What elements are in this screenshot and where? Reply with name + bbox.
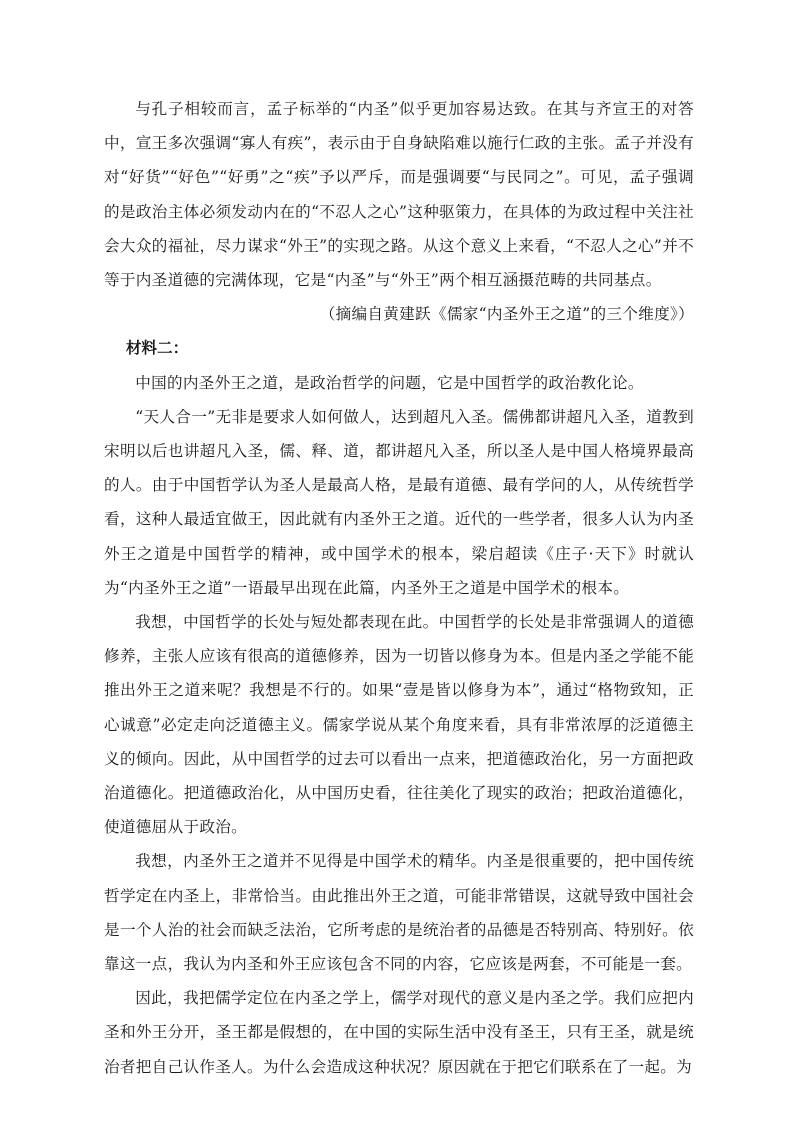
material2-paragraph-1: 中国的内圣外王之道，是政治哲学的问题，它是中国哲学的政治教化论。: [135, 373, 644, 392]
material2-paragraph-4: 我想，内圣外王之道并不见得是中国学术的精华。内圣是很重要的，把中国传统哲学定在内圣上，非常恰当。由此推出外王之道，可能非常错误，这就导致中国社会是一个人治的社会而缺乏法治，它所考虑的是统治者的品德是否特别高、特别好。依靠这一点，我认为内圣和外王应该包含不同的内容，它应该是两套，不可能是一套。: [104, 852, 694, 974]
material1-source-citation: （摘编自黄建跃《儒家“内圣外王之道”的三个维度》）: [319, 305, 694, 324]
material2-heading: 材料二：: [125, 339, 189, 358]
material2-paragraph-3: 我想，中国哲学的长处与短处都表现在此。中国哲学的长处是非常强调人的道德修养，主张人应该有很高的道德修养，因为一切皆以修身为本。但是内圣之学能不能推出外王之道来呢？我想是不行的。如果“壹是皆以修身为本”，通过“格物致知，正心诚意”必定走向泛道德主义。儒家学说从某个角度来看，具有非常浓厚的泛道德主义的倾向。因此，从中国哲学的过去可以看出一点来，把道德政治化，另一方面把政治道德化。把道德政治化，从中国历史看，往往美化了现实的政治；把政治道德化，使道德屈从于政治。: [104, 613, 694, 837]
material2-paragraph-2: “天人合一”无非是要求人如何做人，达到超凡入圣。儒佛都讲超凡入圣，道教到宋明以后也讲超凡入圣，儒、释、道，都讲超凡入圣，所以圣人是中国人格境界最高的人。由于中国哲学认为圣人是最高人格，是最有道德、最有学问的人，从传统哲学看，这种人最适宜做王，因此就有内圣外王之道。近代的一些学者，很多人认为内圣外王之道是中国哲学的精神，或中国学术的根本，梁启超读《庄子·天下》时就认为“内圣外王之道”一语最早出现在此篇，内圣外王之道是中国学术的根本。: [104, 407, 694, 597]
material2-paragraph-5: 因此，我把儒学定位在内圣之学上，儒学对现代的意义是内圣之学。我们应把内圣和外王分开，圣王都是假想的，在中国的实际生活中没有圣王，只有王圣，就是统治者把自己认作圣人。为什么会造成这种状况？原因就在于把它们联系在了一起。为: [104, 989, 694, 1076]
document-page: [104, 92, 694, 1084]
material1-closing-paragraph: 与孔子相较而言，孟子标举的“内圣”似乎更加容易达致。在其与齐宣王的对答中，宣王多次强调“寡人有疾”，表示由于自身缺陷难以施行仁政的主张。孟子并没有对“好货”“好色”“好勇”之“疾”予以严斥，而是强调要“与民同之”。可见，孟子强调的是政治主体必须发动内在的“不忍人之心”这种驱策力，在具体的为政过程中关注社会大众的福祉，尽力谋求“外王”的实现之路。从这个意义上来看，“不忍人之心”并不等于内圣道德的完满体现，它是“内圣”与“外王”两个相互涵摄范畴的共同基点。: [104, 100, 694, 290]
